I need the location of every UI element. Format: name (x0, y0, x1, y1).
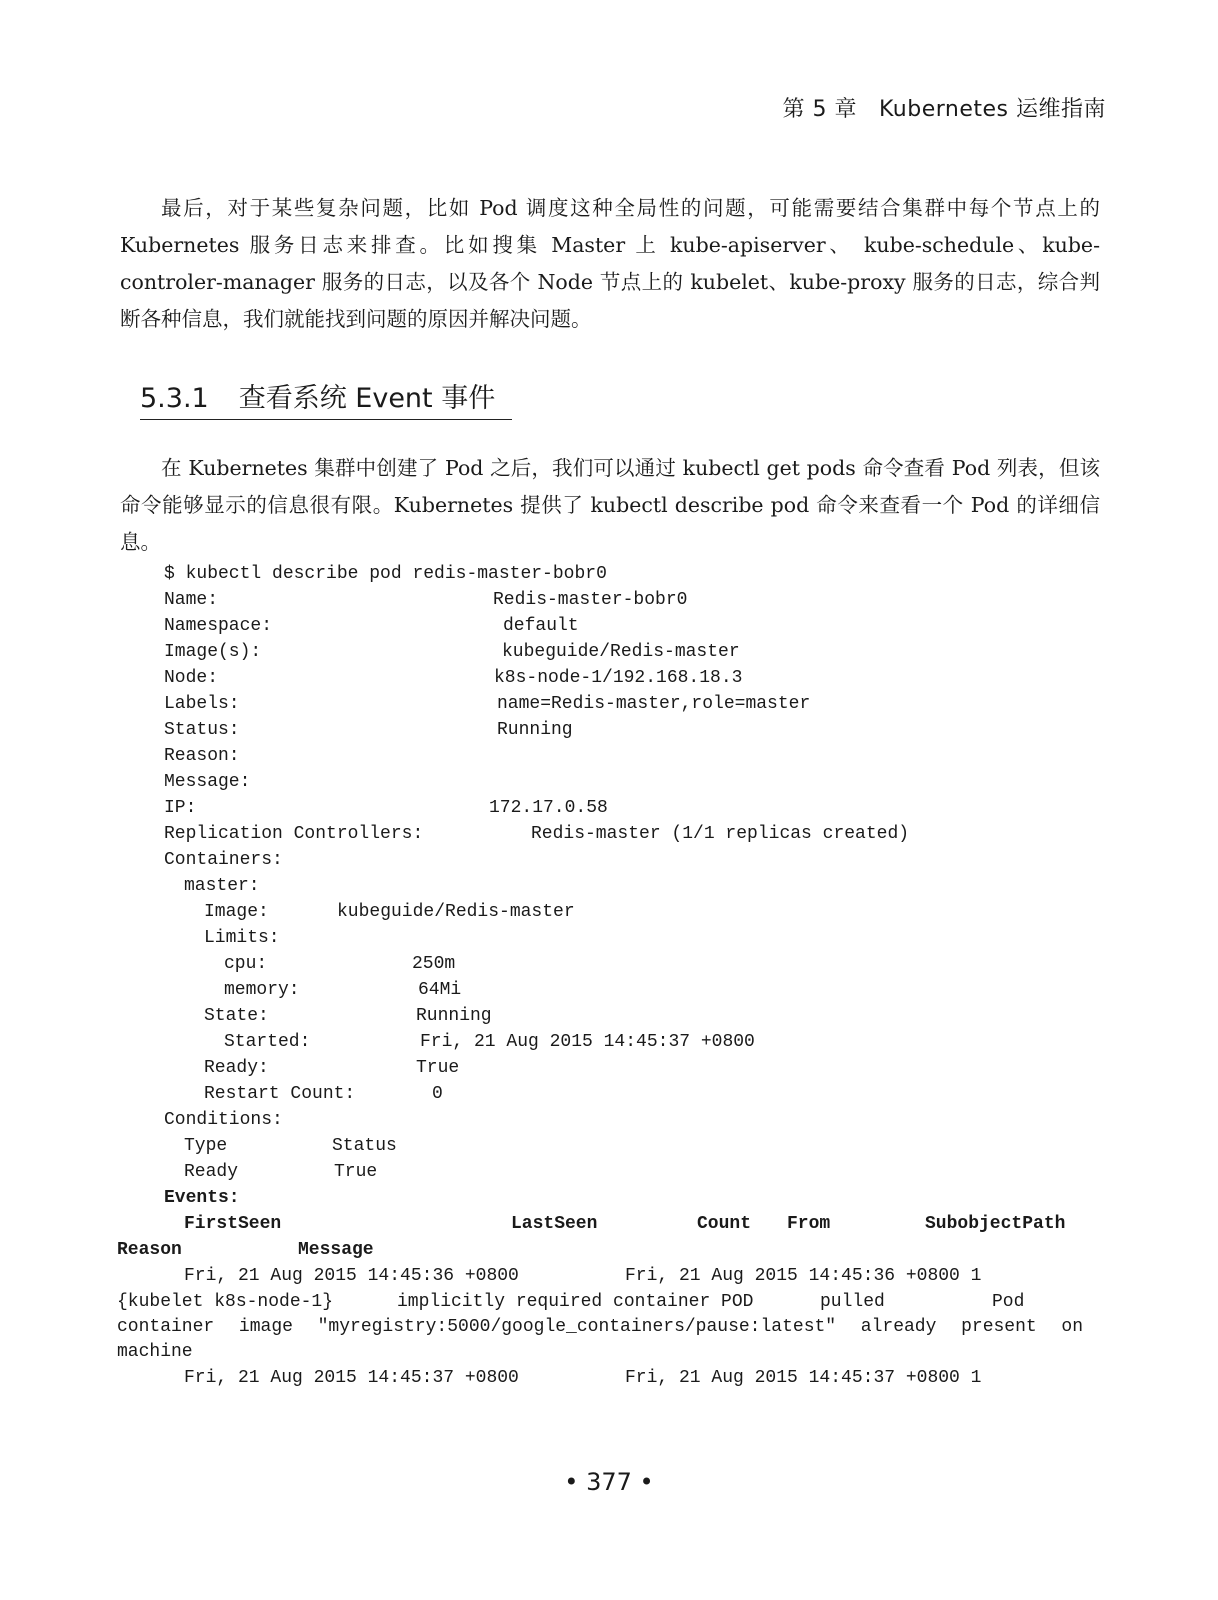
field-value: kubeguide/Redis-master (337, 902, 575, 922)
events-row-1 (120, 1263, 1110, 1289)
field-value: Running (497, 720, 573, 740)
event-lastseen-count: Fri, 21 Aug 2015 14:45:36 +0800 1 (625, 1266, 982, 1286)
paragraph-describe-intro (120, 450, 1100, 561)
code-field-row (120, 847, 1110, 873)
field-key: IP: (164, 798, 197, 818)
field-value: Redis-master (1/1 replicas created) (531, 824, 910, 844)
field-key: State: (204, 1006, 269, 1026)
code-field-row (120, 665, 1110, 691)
page-number: • 377 • (564, 1468, 654, 1496)
code-field-row (120, 587, 1110, 613)
container-started-row (120, 1029, 1110, 1055)
events-col-lastseen: LastSeen (511, 1214, 598, 1234)
chapter-label: 第 5 章 (782, 97, 857, 122)
events-col-reason: Reason (117, 1240, 182, 1260)
code-command-line (120, 561, 1110, 587)
field-value: k8s-node-1/192.168.18.3 (494, 668, 743, 688)
events-col-firstseen: FirstSeen (184, 1214, 282, 1234)
conditions-status: True (334, 1162, 378, 1182)
field-key: Containers: (164, 850, 283, 870)
event-firstseen: Fri, 21 Aug 2015 14:45:36 +0800 (184, 1266, 519, 1286)
field-value: True (416, 1058, 460, 1078)
event-from: {kubelet k8s-node-1} (117, 1292, 334, 1312)
code-field-row (120, 821, 1110, 847)
field-key: Namespace: (164, 616, 273, 636)
field-key: Reason: (164, 746, 240, 766)
container-state-row (120, 1003, 1110, 1029)
code-command: $ kubectl describe pod redis-master-bobr0 (164, 564, 607, 584)
conditions-col-type: Type (184, 1136, 228, 1156)
field-key: Name: (164, 590, 219, 610)
conditions-header-row (120, 1133, 1110, 1159)
field-value: 64Mi (418, 980, 462, 1000)
field-key: Started: (224, 1032, 311, 1052)
field-key: memory: (224, 980, 300, 1000)
running-header (782, 92, 1106, 123)
container-name-row (120, 873, 1110, 899)
field-value: 250m (412, 954, 456, 974)
container-restart-row (120, 1081, 1110, 1107)
field-value: Redis-master-bobr0 (493, 590, 688, 610)
container-cpu-row (120, 951, 1110, 977)
field-key: Limits: (204, 928, 280, 948)
field-key: Message: (164, 772, 251, 792)
container-ready-row (120, 1055, 1110, 1081)
field-key: Image(s): (164, 642, 262, 662)
code-block (117, 561, 1110, 1391)
field-key: Labels: (164, 694, 240, 714)
paragraph-text: 最后，对于某些复杂问题，比如 Pod 调度这种全局性的问题，可能需要结合集群中每个节点上的 Kubernetes 服务日志来排查。比如搜集 Master 上 kube-apiserver、 kube-schedule、kube-controler-manager 服务的日志，以及各个 Node 节点上的 kubelet、kube-proxy 服务的日志，综合判断各种信息，我们就能找到问题的原因并解决问题。 (120, 196, 1100, 331)
code-field-row (120, 691, 1110, 717)
events-col-count: Count (697, 1214, 752, 1234)
event-subobject: implicitly required container POD (397, 1292, 754, 1312)
code-field-row (120, 639, 1110, 665)
conditions-data-row (120, 1159, 1110, 1185)
events-row-1-cont (117, 1289, 1110, 1315)
event-pod: Pod (992, 1292, 1025, 1312)
field-key: Node: (164, 668, 219, 688)
field-key: Ready: (204, 1058, 269, 1078)
container-name: master: (184, 876, 260, 896)
events-label: Events: (164, 1188, 240, 1208)
event-firstseen: Fri, 21 Aug 2015 14:45:37 +0800 (184, 1368, 519, 1388)
code-field-row (120, 613, 1110, 639)
section-number: 5.3.1 (140, 383, 209, 414)
events-col-message: Message (298, 1240, 374, 1260)
code-field-row (120, 743, 1110, 769)
field-value: 0 (432, 1084, 443, 1104)
event-message: container image "myregistry:5000/google_containers/pause:latest" already present on machine (117, 1317, 1083, 1362)
event-reason: pulled (820, 1292, 885, 1312)
event-lastseen-count: Fri, 21 Aug 2015 14:45:37 +0800 1 (625, 1368, 982, 1388)
events-col-from: From (787, 1214, 831, 1234)
field-value: name=Redis-master,role=master (497, 694, 811, 714)
events-col-subobjectpath: SubobjectPath (925, 1214, 1066, 1234)
events-header-row (120, 1211, 1110, 1237)
events-header-row-2 (117, 1237, 1110, 1263)
section-title: 查看系统 Event 事件 (238, 383, 496, 414)
section-heading (140, 376, 512, 420)
field-key: Replication Controllers: (164, 824, 424, 844)
chapter-title: Kubernetes 运维指南 (878, 97, 1106, 122)
container-memory-row (120, 977, 1110, 1003)
code-field-row (120, 717, 1110, 743)
field-value: default (503, 616, 579, 636)
field-key: cpu: (224, 954, 268, 974)
field-value: Fri, 21 Aug 2015 14:45:37 +0800 (420, 1032, 755, 1052)
paragraph-text: 在 Kubernetes 集群中创建了 Pod 之后，我们可以通过 kubectl get pods 命令查看 Pod 列表，但该命令能够显示的信息很有限。Kubernetes 提供了 kubectl describe pod 命令来查看一个 Pod 的详细信息。 (120, 456, 1100, 554)
events-label-row (120, 1185, 1110, 1211)
container-limits-row (120, 925, 1110, 951)
field-value: 172.17.0.58 (489, 798, 608, 818)
field-value: Running (416, 1006, 492, 1026)
conditions-col-status: Status (332, 1136, 397, 1156)
container-image-row (120, 899, 1110, 925)
conditions-label: Conditions: (164, 1110, 283, 1130)
conditions-label-row (120, 1107, 1110, 1133)
code-field-row (120, 795, 1110, 821)
field-value: kubeguide/Redis-master (502, 642, 740, 662)
conditions-type: Ready (184, 1162, 239, 1182)
events-row-2 (120, 1365, 1110, 1391)
field-key: Restart Count: (204, 1084, 356, 1104)
field-key: Status: (164, 720, 240, 740)
field-key: Image: (204, 902, 269, 922)
paragraph-log-analysis (120, 190, 1100, 338)
code-field-row (120, 769, 1110, 795)
